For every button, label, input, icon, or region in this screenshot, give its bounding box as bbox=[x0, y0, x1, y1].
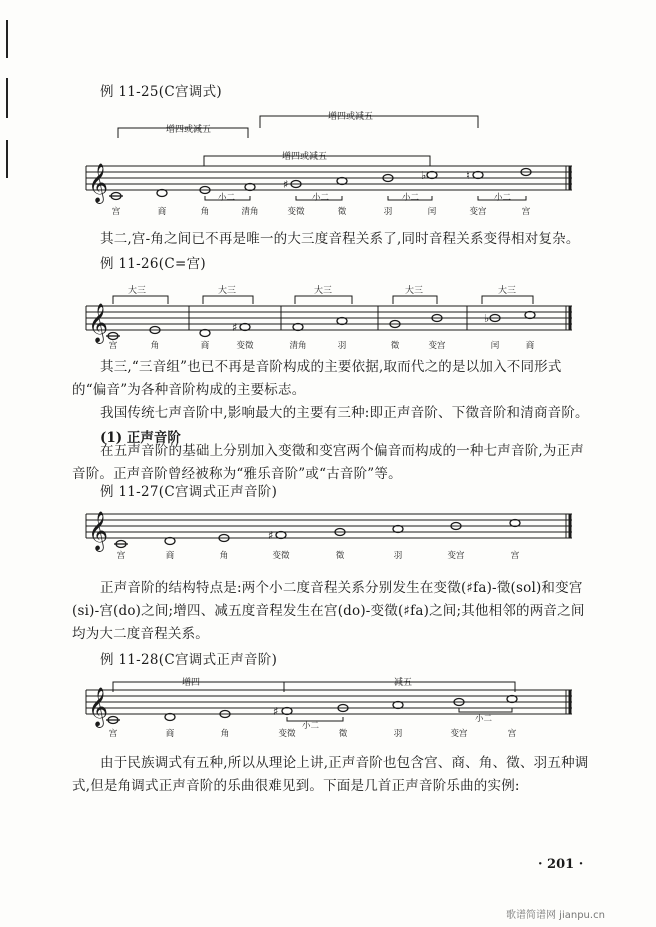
note-name: 角 bbox=[219, 551, 229, 561]
note-name: 徵 bbox=[335, 551, 345, 561]
note-name: 宫 bbox=[521, 207, 531, 217]
watermark: 歌谱简谱网 jianpu.cn bbox=[506, 910, 605, 921]
staff-example-27 bbox=[0, 500, 656, 564]
treble-clef-icon: 𝄞 bbox=[88, 163, 109, 203]
note-name: 宫 bbox=[116, 551, 126, 561]
note-head bbox=[276, 532, 286, 539]
note-name: 商 bbox=[165, 551, 175, 561]
note-head bbox=[525, 312, 535, 319]
note-head bbox=[165, 714, 175, 721]
note-name: 变宫 bbox=[469, 207, 487, 217]
note-name: 徵 bbox=[337, 207, 347, 217]
interval-label: 大三 bbox=[128, 286, 147, 296]
interval-label: 大三 bbox=[314, 286, 333, 296]
staff-example-25 bbox=[0, 104, 656, 224]
example-title: 例 11-27(C宫调式正声音阶) bbox=[100, 484, 278, 500]
note-head bbox=[473, 172, 483, 179]
treble-clef-icon: 𝄞 bbox=[88, 303, 109, 343]
page-number: · 201 · bbox=[538, 857, 584, 872]
paragraph: 我国传统七声音阶中,影响最大的主要有三种:即正声音阶、下徵音阶和清商音阶。 bbox=[100, 405, 589, 421]
note-name: 宫 bbox=[510, 551, 520, 561]
interval-label: 小二 bbox=[302, 721, 320, 731]
interval-label: 增四 bbox=[182, 678, 201, 688]
note-head bbox=[393, 702, 403, 709]
note-head bbox=[157, 190, 167, 197]
paragraph: 其二,宫-角之间已不再是唯一的大三度音程关系了,同时音程关系变得相对复杂。 bbox=[100, 231, 580, 247]
interval-label: 增四或减五 bbox=[328, 112, 374, 122]
note-name: 角 bbox=[200, 207, 210, 217]
note-name: 闰 bbox=[490, 341, 500, 350]
note-name: 变宫 bbox=[447, 551, 465, 561]
note-name: 羽 bbox=[393, 729, 403, 739]
note-name: 变徵 bbox=[287, 207, 305, 217]
note-name: 商 bbox=[525, 341, 535, 350]
interval-label: 增四或减五 bbox=[282, 152, 328, 162]
note-name: 宫 bbox=[108, 729, 118, 739]
example-title: 例 11-26(C=宫) bbox=[100, 256, 206, 272]
interval-label: 大三 bbox=[218, 286, 237, 296]
note-name: 变徵 bbox=[272, 551, 290, 561]
interval-label: 小二 bbox=[475, 714, 493, 724]
note-head bbox=[282, 708, 292, 715]
example-title: 例 11-25(C宫调式) bbox=[100, 84, 222, 100]
paragraph: 由于民族调式有五种,所以从理论上讲,正声音阶也包含宫、商、角、徵、羽五种调式,但是角调式正声音阶的乐曲很难见到。下面是几首正声音阶乐曲的实例: bbox=[72, 755, 589, 794]
note-name: 角 bbox=[150, 341, 160, 350]
note-head bbox=[393, 526, 403, 533]
note-name: 羽 bbox=[383, 207, 393, 217]
interval-label: 小二 bbox=[312, 193, 330, 203]
note-name: 羽 bbox=[393, 551, 403, 561]
flat-icon: ♭ bbox=[484, 312, 490, 325]
note-head bbox=[293, 324, 303, 331]
treble-clef-icon: 𝄞 bbox=[88, 511, 109, 551]
paragraph: 正声音阶的结构特点是:两个小二度音程关系分别发生在变徵(♯fa)-徵(sol)和变宫(si)-宫(do)之间;增四、减五度音程发生在宫(do)-变徵(♯fa)之间;其他相邻的两音之间均为大二度音程关系。 bbox=[72, 580, 585, 642]
note-name: 宫 bbox=[108, 341, 118, 350]
paragraph: 其三,“三音组”也已不再是音阶构成的主要依据,取而代之的是以加入不同形式的“偏音”为各种音阶构成的主要标志。 bbox=[72, 359, 562, 398]
interval-label: 增四或减五 bbox=[166, 125, 212, 135]
interval-label: 小二 bbox=[218, 193, 236, 203]
note-name: 变徵 bbox=[236, 341, 254, 350]
note-name: 宫 bbox=[111, 207, 121, 217]
note-name: 徵 bbox=[390, 341, 400, 350]
note-name: 商 bbox=[165, 729, 175, 739]
sharp-icon: ♯ bbox=[283, 178, 289, 191]
example-title: 例 11-28(C宫调式正声音阶) bbox=[100, 652, 278, 668]
note-name: 商 bbox=[200, 341, 210, 350]
note-name: 宫 bbox=[507, 729, 517, 739]
note-name: 角 bbox=[220, 729, 230, 739]
note-head bbox=[240, 324, 250, 331]
note-head bbox=[245, 184, 255, 191]
note-head bbox=[427, 172, 437, 179]
flat-icon: ♭ bbox=[421, 169, 427, 182]
interval-label: 小二 bbox=[494, 193, 512, 203]
natural-icon: ♮ bbox=[466, 169, 470, 182]
note-head bbox=[507, 696, 517, 703]
note-head bbox=[337, 318, 347, 325]
section-heading: (1) 正声音阶 bbox=[100, 430, 181, 446]
note-name: 变宫 bbox=[450, 729, 468, 739]
paragraph: 在五声音阶的基础上分别加入变徵和变宫两个偏音而构成的一种七声音阶,为正声音阶。正声音阶曾经被称为“雅乐音阶”或“古音阶”等。 bbox=[72, 443, 584, 482]
note-name: 变宫 bbox=[428, 341, 446, 350]
treble-clef-icon: 𝄞 bbox=[88, 687, 109, 727]
note-head bbox=[510, 520, 520, 527]
sharp-icon: ♯ bbox=[273, 705, 279, 718]
sharp-icon: ♯ bbox=[268, 529, 274, 542]
note-head bbox=[200, 330, 210, 337]
note-name: 清角 bbox=[241, 207, 259, 217]
staff-example-28 bbox=[0, 670, 656, 742]
note-name: 闰 bbox=[427, 207, 437, 217]
note-name: 羽 bbox=[337, 341, 347, 350]
note-name: 变徵 bbox=[278, 729, 296, 739]
note-head bbox=[337, 178, 347, 185]
binding-mark bbox=[6, 20, 8, 58]
staff-example-26 bbox=[0, 276, 656, 350]
sharp-icon: ♯ bbox=[232, 321, 238, 334]
note-name: 清角 bbox=[289, 341, 307, 350]
note-head bbox=[165, 538, 175, 545]
interval-label: 减五 bbox=[394, 678, 413, 688]
interval-label: 小二 bbox=[402, 193, 420, 203]
note-name: 徵 bbox=[338, 729, 348, 739]
interval-label: 大三 bbox=[498, 286, 517, 296]
interval-label: 大三 bbox=[405, 286, 424, 296]
note-name: 商 bbox=[157, 207, 167, 217]
